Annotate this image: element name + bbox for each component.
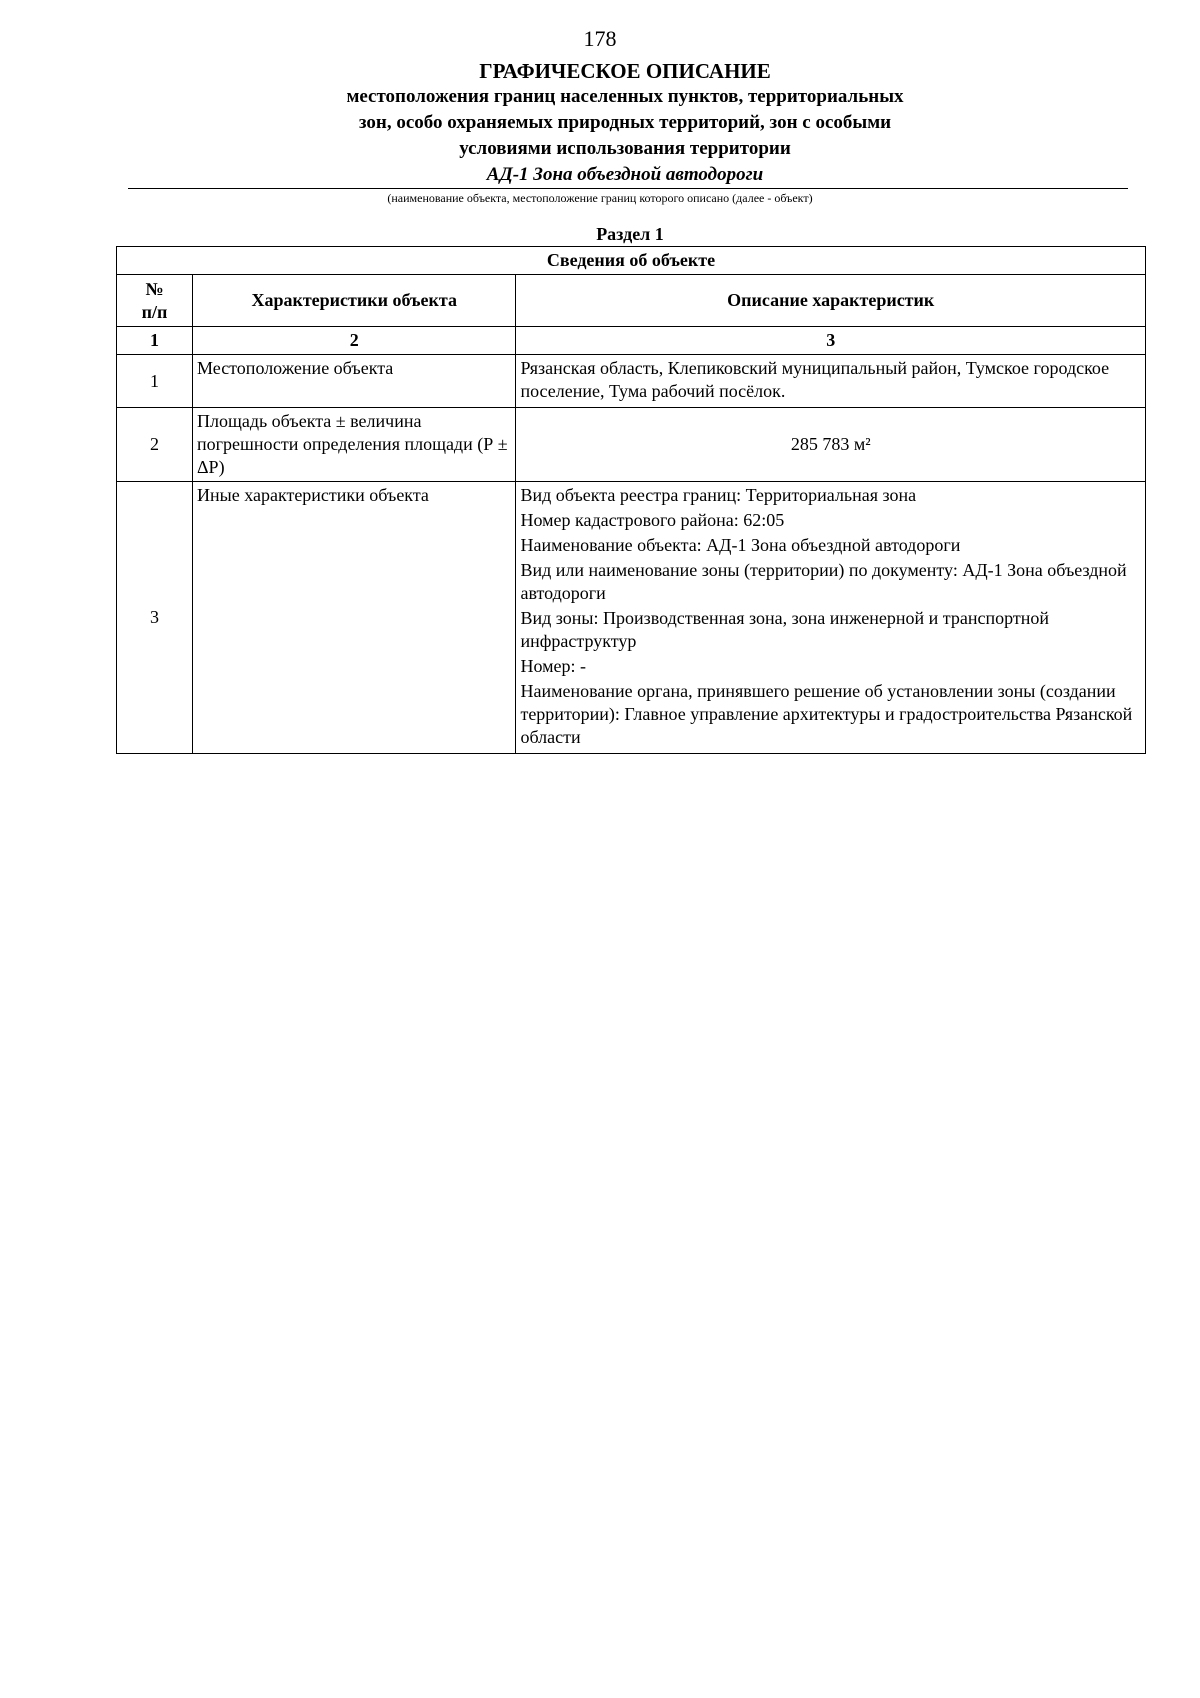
row-description: [516, 355, 1146, 408]
description-line: Рязанская область, Клепиковский муниципальный район, Тумское городское поселение, Тума рабочий посёлок.: [520, 358, 1110, 401]
column-number-row: [117, 327, 1146, 355]
object-name: АД-1 Зона объездной автодороги: [486, 164, 764, 185]
row-characteristic: Площадь объекта ± величина погрешности определения площади (Р ± ΔР): [192, 408, 515, 482]
document-subtitle-line-1: местоположения границ населенных пунктов, территориальных: [346, 86, 904, 107]
document-subtitle-line-2: зон, особо охраняемых природных территорий, зон с особыми: [358, 112, 892, 133]
row-number: 1: [117, 355, 193, 408]
document-title: ГРАФИЧЕСКОЕ ОПИСАНИЕ: [479, 59, 771, 83]
row-number: 2: [117, 408, 193, 482]
table-row: [117, 482, 1146, 754]
table-caption: Сведения об объекте: [117, 247, 1146, 275]
section-title: Раздел 1: [596, 224, 664, 244]
row-description: [516, 482, 1146, 754]
header-description: Описание характеристик: [516, 275, 1146, 327]
header-characteristic: Характеристики объекта: [192, 275, 515, 327]
description-line: Номер: -: [520, 656, 586, 676]
document-subtitle-line-3: условиями использования территории: [459, 138, 791, 159]
page-number: 178: [583, 26, 617, 51]
area-value: 285 783 м²: [790, 434, 871, 454]
header-number: № п/п: [117, 275, 193, 327]
description-line: Вид зоны: Производственная зона, зона инженерной и транспортной инфраструктур: [520, 608, 1049, 651]
table-header-row: [117, 275, 1146, 327]
document-header: [120, 58, 1130, 187]
description-line: Вид объекта реестра границ: Территориальная зона: [520, 485, 917, 505]
description-line: Наименование объекта: АД-1 Зона объездной автодороги: [520, 535, 961, 555]
description-line: Вид или наименование зоны (территории) по документу: АД-1 Зона объездной автодороги: [520, 560, 1127, 603]
object-name-underline: [128, 188, 1128, 189]
description-line: Номер кадастрового района: 62:05: [520, 510, 785, 530]
object-info-table: [116, 246, 1146, 754]
column-number: 3: [516, 327, 1146, 355]
object-caption: (наименование объекта, местоположение границ которого описано (далее - объект): [387, 191, 813, 205]
row-characteristic: Иные характеристики объекта: [192, 482, 515, 754]
column-number: 2: [192, 327, 515, 355]
table-caption-row: [117, 247, 1146, 275]
row-characteristic: Местоположение объекта: [192, 355, 515, 408]
column-number: 1: [117, 327, 193, 355]
table-row: [117, 355, 1146, 408]
table-row: [117, 408, 1146, 482]
row-number: 3: [117, 482, 193, 754]
description-line: Наименование органа, принявшего решение об установлении зоны (создании территории): Главное управление архитектуры и градостроительства Рязанской области: [520, 681, 1133, 747]
row-description: [516, 408, 1146, 482]
